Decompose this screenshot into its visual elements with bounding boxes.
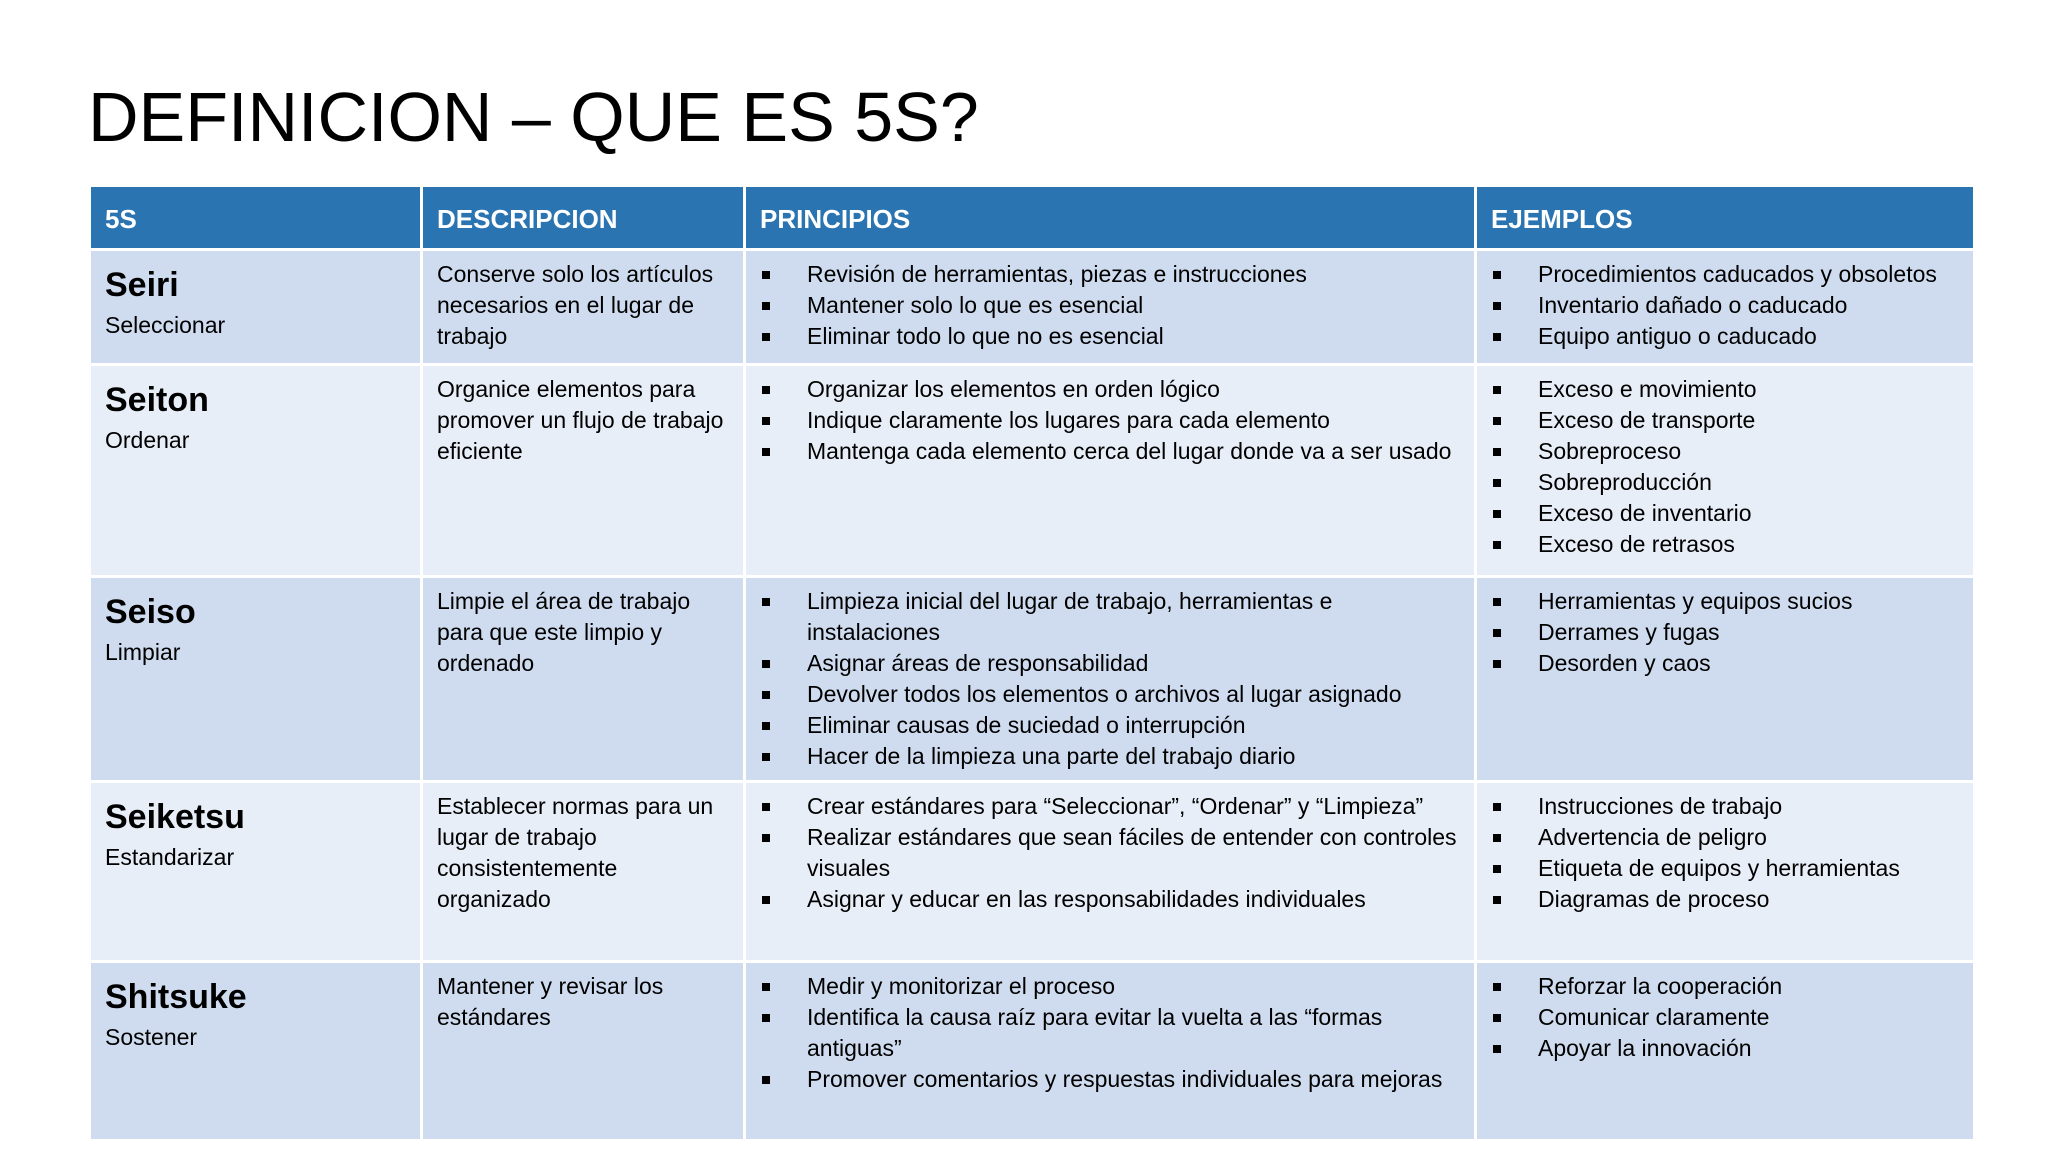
principles-list bbox=[760, 374, 1460, 467]
square-bullet-icon bbox=[1493, 541, 1501, 549]
name-cell bbox=[90, 250, 422, 365]
s-subtitle: Ordenar bbox=[105, 427, 190, 453]
list-item: Revisión de herramientas, piezas e instrucciones bbox=[760, 259, 1460, 290]
square-bullet-icon bbox=[762, 1076, 770, 1084]
square-bullet-icon bbox=[762, 803, 770, 811]
header-principios: PRINCIPIOS bbox=[745, 186, 1476, 250]
list-item: Eliminar todo lo que no es esencial bbox=[760, 321, 1460, 352]
table-row-seiton bbox=[90, 365, 1975, 577]
examples-list bbox=[1491, 259, 1959, 352]
list-item: Advertencia de peligro bbox=[1491, 822, 1959, 853]
examples-cell bbox=[1476, 577, 1975, 782]
description-cell: Mantener y revisar los estándares bbox=[422, 962, 745, 1141]
5s-table bbox=[88, 184, 1976, 1142]
square-bullet-icon bbox=[1493, 1045, 1501, 1053]
list-item: Apoyar la innovación bbox=[1491, 1033, 1959, 1064]
square-bullet-icon bbox=[762, 386, 770, 394]
square-bullet-icon bbox=[762, 722, 770, 730]
s-subtitle: Limpiar bbox=[105, 639, 181, 665]
description-cell: Organice elementos para promover un flujo de trabajo eficiente bbox=[422, 365, 745, 577]
list-item: Mantener solo lo que es esencial bbox=[760, 290, 1460, 321]
list-item: Promover comentarios y respuestas individuales para mejoras bbox=[760, 1064, 1460, 1095]
s-name: Shitsuke bbox=[105, 978, 247, 1016]
principles-cell bbox=[745, 577, 1476, 782]
examples-cell bbox=[1476, 250, 1975, 365]
square-bullet-icon bbox=[1493, 803, 1501, 811]
list-item: Herramientas y equipos sucios bbox=[1491, 586, 1959, 617]
s-name: Seiso bbox=[105, 593, 196, 631]
list-item: Mantenga cada elemento cerca del lugar donde va a ser usado bbox=[760, 436, 1460, 467]
list-item: Instrucciones de trabajo bbox=[1491, 791, 1959, 822]
table-row-seiri bbox=[90, 250, 1975, 365]
header-descripcion: DESCRIPCION bbox=[422, 186, 745, 250]
list-item: Exceso e movimiento bbox=[1491, 374, 1959, 405]
list-item: Equipo antiguo o caducado bbox=[1491, 321, 1959, 352]
principles-list bbox=[760, 586, 1460, 772]
principles-cell bbox=[745, 250, 1476, 365]
square-bullet-icon bbox=[762, 660, 770, 668]
list-item: Desorden y caos bbox=[1491, 648, 1959, 679]
s-subtitle: Seleccionar bbox=[105, 312, 226, 338]
list-item: Procedimientos caducados y obsoletos bbox=[1491, 259, 1959, 290]
list-item: Indique claramente los lugares para cada elemento bbox=[760, 405, 1460, 436]
list-item: Etiqueta de equipos y herramientas bbox=[1491, 853, 1959, 884]
principles-cell bbox=[745, 782, 1476, 962]
list-item: Organizar los elementos en orden lógico bbox=[760, 374, 1460, 405]
examples-list bbox=[1491, 971, 1959, 1064]
principles-cell bbox=[745, 365, 1476, 577]
list-item: Comunicar claramente bbox=[1491, 1002, 1959, 1033]
examples-cell bbox=[1476, 782, 1975, 962]
square-bullet-icon bbox=[762, 834, 770, 842]
list-item: Limpieza inicial del lugar de trabajo, herramientas e instalaciones bbox=[760, 586, 1460, 648]
square-bullet-icon bbox=[762, 753, 770, 761]
list-item: Hacer de la limpieza una parte del trabajo diario bbox=[760, 741, 1460, 772]
square-bullet-icon bbox=[1493, 333, 1501, 341]
description-cell: Limpie el área de trabajo para que este limpio y ordenado bbox=[422, 577, 745, 782]
square-bullet-icon bbox=[1493, 983, 1501, 991]
examples-list bbox=[1491, 586, 1959, 679]
description-cell: Conserve solo los artículos necesarios en el lugar de trabajo bbox=[422, 250, 745, 365]
name-cell bbox=[90, 365, 422, 577]
table-row-seiso bbox=[90, 577, 1975, 782]
square-bullet-icon bbox=[762, 448, 770, 456]
name-cell bbox=[90, 577, 422, 782]
table-header-row bbox=[90, 186, 1975, 250]
list-item: Sobreproducción bbox=[1491, 467, 1959, 498]
examples-cell bbox=[1476, 962, 1975, 1141]
square-bullet-icon bbox=[1493, 629, 1501, 637]
header-5s: 5S bbox=[90, 186, 422, 250]
square-bullet-icon bbox=[1493, 448, 1501, 456]
s-subtitle: Estandarizar bbox=[105, 844, 235, 870]
list-item: Inventario dañado o caducado bbox=[1491, 290, 1959, 321]
list-item: Identifica la causa raíz para evitar la vuelta a las “formas antiguas” bbox=[760, 1002, 1460, 1064]
s-name: Seiton bbox=[105, 381, 209, 419]
square-bullet-icon bbox=[1493, 510, 1501, 518]
square-bullet-icon bbox=[1493, 302, 1501, 310]
examples-cell bbox=[1476, 365, 1975, 577]
square-bullet-icon bbox=[762, 1014, 770, 1022]
principles-list bbox=[760, 971, 1460, 1095]
list-item: Eliminar causas de suciedad o interrupción bbox=[760, 710, 1460, 741]
s-subtitle: Sostener bbox=[105, 1024, 198, 1050]
list-item: Sobreproceso bbox=[1491, 436, 1959, 467]
list-item: Asignar y educar en las responsabilidades individuales bbox=[760, 884, 1460, 915]
list-item: Reforzar la cooperación bbox=[1491, 971, 1959, 1002]
slide-title: DEFINICION – QUE ES 5S? bbox=[88, 78, 979, 156]
list-item: Devolver todos los elementos o archivos al lugar asignado bbox=[760, 679, 1460, 710]
list-item: Diagramas de proceso bbox=[1491, 884, 1959, 915]
square-bullet-icon bbox=[1493, 1014, 1501, 1022]
principles-cell bbox=[745, 962, 1476, 1141]
square-bullet-icon bbox=[762, 983, 770, 991]
list-item: Realizar estándares que sean fáciles de entender con controles visuales bbox=[760, 822, 1460, 884]
principles-list bbox=[760, 791, 1460, 915]
square-bullet-icon bbox=[762, 896, 770, 904]
s-name: Seiri bbox=[105, 266, 179, 304]
square-bullet-icon bbox=[1493, 598, 1501, 606]
list-item: Crear estándares para “Seleccionar”, “Ordenar” y “Limpieza” bbox=[760, 791, 1460, 822]
square-bullet-icon bbox=[762, 333, 770, 341]
square-bullet-icon bbox=[762, 271, 770, 279]
list-item: Exceso de retrasos bbox=[1491, 529, 1959, 560]
principles-list bbox=[760, 259, 1460, 352]
square-bullet-icon bbox=[1493, 271, 1501, 279]
s-name: Seiketsu bbox=[105, 798, 245, 836]
square-bullet-icon bbox=[1493, 479, 1501, 487]
square-bullet-icon bbox=[1493, 834, 1501, 842]
examples-list bbox=[1491, 374, 1959, 560]
square-bullet-icon bbox=[762, 302, 770, 310]
table-row-shitsuke bbox=[90, 962, 1975, 1141]
list-item: Medir y monitorizar el proceso bbox=[760, 971, 1460, 1002]
square-bullet-icon bbox=[762, 417, 770, 425]
square-bullet-icon bbox=[762, 691, 770, 699]
list-item: Exceso de transporte bbox=[1491, 405, 1959, 436]
list-item: Exceso de inventario bbox=[1491, 498, 1959, 529]
square-bullet-icon bbox=[762, 598, 770, 606]
square-bullet-icon bbox=[1493, 896, 1501, 904]
name-cell bbox=[90, 782, 422, 962]
square-bullet-icon bbox=[1493, 865, 1501, 873]
examples-list bbox=[1491, 791, 1959, 915]
description-cell: Establecer normas para un lugar de trabajo consistentemente organizado bbox=[422, 782, 745, 962]
list-item: Asignar áreas de responsabilidad bbox=[760, 648, 1460, 679]
square-bullet-icon bbox=[1493, 417, 1501, 425]
square-bullet-icon bbox=[1493, 386, 1501, 394]
header-ejemplos: EJEMPLOS bbox=[1476, 186, 1975, 250]
name-cell bbox=[90, 962, 422, 1141]
table-row-seiketsu bbox=[90, 782, 1975, 962]
square-bullet-icon bbox=[1493, 660, 1501, 668]
list-item: Derrames y fugas bbox=[1491, 617, 1959, 648]
